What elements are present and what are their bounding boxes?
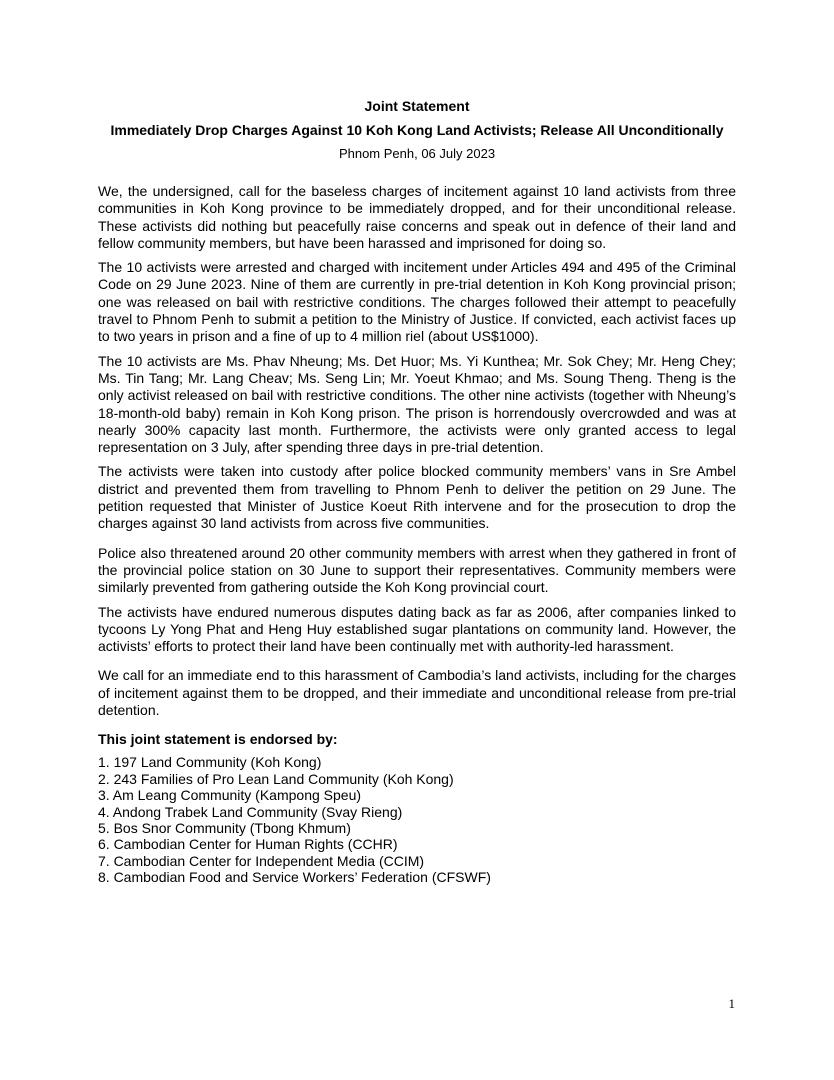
paragraph: We call for an immediate end to this harassment of Cambodia’s land activists, including for the charges of incitement against them to be dropped, and their immediate and unconditional release from pre-trial detention. [98,667,736,719]
paragraph: We, the undersigned, call for the baseless charges of incitement against 10 land activists from three communities in Koh Kong province to be immediately dropped, and for their unconditional release. These activists did nothing but peacefully raise concerns and speak out in defence of their land and fellow community members, but have been harassed and imprisoned for doing so. [98,183,736,251]
list-item: 3. Am Leang Community (Kampong Speu) [98,787,362,804]
page-number: 1 [728,996,735,1011]
list-item: 2. 243 Families of Pro Lean Land Community (Koh Kong) [98,770,454,787]
paragraph: The 10 activists were arrested and charged with incitement under Articles 494 and 495 of the Criminal Code on 29 June 2023. Nine of them are currently in pre-trial detention in Koh Kong provincial prison; one was released on bail with restrictive conditions. The charges followed their attempt to peacefully travel to Phnom Penh to submit a petition to the Ministry of Justice. If convicted, each activist faces up to two years in prison and a fine of up to 4 million riel (about US$1000). [98,259,736,345]
paragraph: The activists were taken into custody after police blocked community members’ vans in Sre Ambel district and prevented them from travelling to Phnom Penh to deliver the petition on 29 June. The petition requested that Minister of Justice Koeut Rith intervene and for the prosecution to drop the charges against 30 land activists from across five communities. [98,463,736,532]
list-item: 8. Cambodian Food and Service Workers’ Federation (CFSWF) [98,869,491,886]
list-item: 5. Bos Snor Community (Tbong Khmum) [98,819,351,836]
paragraph: The 10 activists are Ms. Phav Nheung; Ms. Det Huor; Ms. Yi Kunthea; Mr. Sok Chey; Mr. Heng Chey; Ms. Tin Tang; Mr. Lang Cheav; Ms. Seng Lin; Mr. Yoeut Khmao; and Ms. Soung Theng. Theng is the only activist released on bail with restrictive conditions. The other nine activists (together with Nheung’s 18-month-old baby) remain in Koh Kong prison. The prison is horrendously overcrowded and was at nearly 300% capacity last month. Furthermore, the activists were only granted access to legal representation on 3 July, after spending three days in pre-trial detention. [98,352,736,456]
list-item: 7. Cambodian Center for Independent Media (CCIM) [98,852,425,869]
paragraph: Police also threatened around 20 other community members with arrest when they gathered in front of the provincial police station on 30 June to support their representatives. Community members were similarly prevented from gathering outside the Koh Kong provincial court. [98,544,736,596]
list-item: 1. 197 Land Community (Koh Kong) [98,754,322,771]
dateline: Phnom Penh, 06 July 2023 [338,146,496,161]
list-item: 4. Andong Trabek Land Community (Svay Rieng) [98,803,403,820]
document-title: Joint Statement [364,98,470,114]
document-subtitle: Immediately Drop Charges Against 10 Koh Kong Land Activists; Release All Unconditionally [110,122,724,138]
list-item: 6. Cambodian Center for Human Rights (CCHR) [98,836,398,853]
endorser-list [98,754,736,885]
document-page [98,96,736,886]
endorsed-heading: This joint statement is endorsed by: [98,731,338,748]
paragraph: The activists have endured numerous disputes dating back as far as 2006, after companies linked to tycoons Ly Yong Phat and Heng Huy established sugar plantations on community land. However, the activists’ efforts to protect their land have been continually met with authority-led harassment. [98,603,736,655]
